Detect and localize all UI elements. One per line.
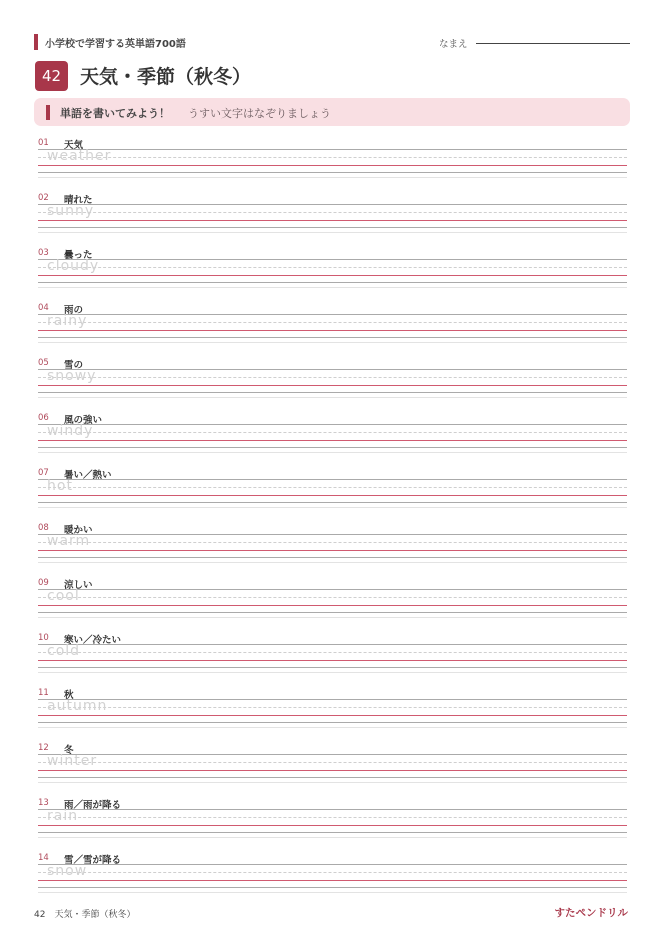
word-japanese: 天気 [64, 140, 84, 151]
guide-line [38, 507, 627, 508]
writing-area[interactable] [38, 314, 627, 337]
word-row [0, 248, 664, 303]
word-row [0, 358, 664, 413]
word-number: 11 [38, 688, 49, 698]
word-row [0, 633, 664, 688]
word-number: 04 [38, 303, 49, 313]
word-number: 14 [38, 853, 49, 863]
guide-line [38, 672, 627, 673]
word-number: 07 [38, 468, 49, 478]
word-row [0, 578, 664, 633]
writing-area[interactable] [38, 809, 627, 832]
writing-area[interactable] [38, 699, 627, 722]
trace-word: cloudy [47, 258, 100, 274]
word-row [0, 303, 664, 358]
guide-line [38, 722, 627, 723]
guide-line [38, 232, 627, 233]
word-number: 09 [38, 578, 49, 588]
guide-line [38, 892, 627, 893]
word-japanese: 冬 [64, 745, 74, 756]
guide-line [38, 282, 627, 283]
guide-line [38, 287, 627, 288]
trace-word: rain [47, 808, 79, 824]
guide-line [38, 227, 627, 228]
word-japanese: 寒い／冷たい [64, 635, 122, 646]
word-number: 13 [38, 798, 49, 808]
guide-line [38, 727, 627, 728]
guide-line [38, 837, 627, 838]
writing-area[interactable] [38, 204, 627, 227]
guide-line [38, 562, 627, 563]
word-japanese: 雪の [64, 360, 84, 371]
guide-line [38, 782, 627, 783]
instruction-bar [34, 98, 630, 126]
word-japanese: 雨／雨が降る [64, 800, 122, 811]
trace-word: cool [47, 588, 80, 604]
trace-word: snow [47, 863, 88, 879]
word-japanese: 晴れた [64, 195, 93, 206]
word-row [0, 798, 664, 853]
word-japanese: 秋 [64, 690, 74, 701]
trace-word: rainy [47, 313, 88, 329]
word-row [0, 138, 664, 193]
guide-line [38, 502, 627, 503]
guide-line [38, 342, 627, 343]
guide-line [38, 832, 627, 833]
word-japanese: 雨の [64, 305, 84, 316]
name-write-line[interactable] [476, 43, 630, 44]
writing-area[interactable] [38, 644, 627, 667]
guide-line [38, 397, 627, 398]
trace-word: snowy [47, 368, 97, 384]
writing-area[interactable] [38, 754, 627, 777]
trace-word: windy [47, 423, 94, 439]
word-number: 05 [38, 358, 49, 368]
writing-area[interactable] [38, 424, 627, 447]
word-number: 08 [38, 523, 49, 533]
word-japanese: 曇った [64, 250, 93, 261]
guide-line [38, 452, 627, 453]
instruction-sub: うすい文字はなぞりましょう [188, 107, 331, 120]
writing-area[interactable] [38, 534, 627, 557]
writing-area[interactable] [38, 369, 627, 392]
guide-line [38, 777, 627, 778]
guide-line [38, 392, 627, 393]
instruction-accent-bar [46, 105, 50, 120]
word-japanese: 涼しい [64, 580, 93, 591]
word-row [0, 688, 664, 743]
word-row [0, 468, 664, 523]
book-title: 小学校で学習する英単語700語 [45, 39, 186, 50]
guide-line [38, 177, 627, 178]
trace-word: autumn [47, 698, 108, 714]
guide-line [38, 337, 627, 338]
word-japanese: 暖かい [64, 525, 93, 536]
writing-area[interactable] [38, 259, 627, 282]
word-row [0, 193, 664, 248]
word-number: 01 [38, 138, 49, 148]
word-number: 06 [38, 413, 49, 423]
trace-word: hot [47, 478, 73, 494]
name-label: なまえ [439, 39, 468, 50]
page-header [34, 34, 630, 50]
guide-line [38, 612, 627, 613]
guide-line [38, 667, 627, 668]
trace-word: weather [47, 148, 112, 164]
trace-word: sunny [47, 203, 95, 219]
word-row [0, 853, 664, 908]
word-japanese: 風の強い [64, 415, 103, 426]
word-row [0, 523, 664, 578]
header-accent-bar [34, 34, 38, 50]
guide-line [38, 447, 627, 448]
word-number: 02 [38, 193, 49, 203]
word-japanese: 暑い／熱い [64, 470, 112, 481]
guide-line [38, 887, 627, 888]
writing-area[interactable] [38, 149, 627, 172]
word-number: 03 [38, 248, 49, 258]
guide-line [38, 557, 627, 558]
trace-word: cold [47, 643, 81, 659]
instruction-main: 単語を書いてみよう！ [60, 107, 170, 120]
word-number: 10 [38, 633, 49, 643]
guide-line [38, 172, 627, 173]
writing-area[interactable] [38, 479, 627, 502]
word-number: 12 [38, 743, 49, 753]
word-japanese: 雪／雪が降る [64, 855, 122, 866]
footer-page-label: 42 天気・季節（秋冬） [34, 910, 136, 920]
writing-area[interactable] [38, 864, 627, 887]
writing-area[interactable] [38, 589, 627, 612]
word-row [0, 413, 664, 468]
word-row [0, 743, 664, 798]
guide-line [38, 617, 627, 618]
page-title: 天気・季節（秋冬） [80, 66, 252, 88]
footer-brand: すたペンドリル [554, 907, 628, 919]
trace-word: warm [47, 533, 91, 549]
lesson-number-badge: 42 [35, 61, 68, 91]
trace-word: winter [47, 753, 98, 769]
